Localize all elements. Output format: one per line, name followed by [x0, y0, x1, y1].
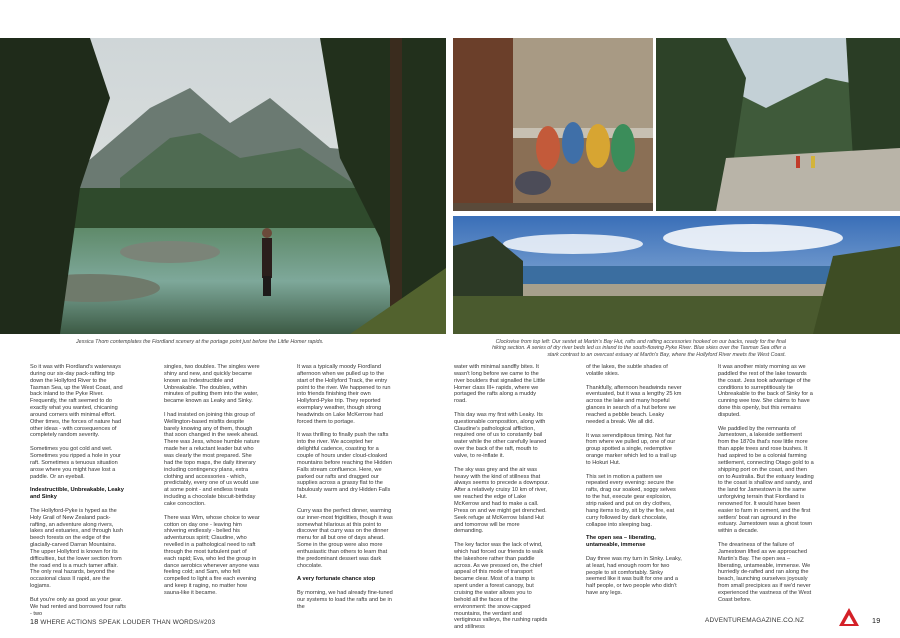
left-column-2 — [164, 364, 260, 604]
paragraph: The key factor was the lack of wind, which had forced our friends to walk the lakeshore rather than paddle across. As we pressed on, the chief appeal of this mode of transport became clear. Most of a tramp is spent under a forest canopy, but cruising the water allows you to behold all the faces of the environment: the snow-capped mountains, the verdant and vertiginous valleys, the rushing rapids and stillness — [454, 542, 548, 631]
photo-group-hut — [453, 38, 653, 211]
right-column-2 — [586, 364, 682, 604]
right-caption: Clockwise from top left: Our sextet at Martin's Bay Hut, rafts and rafting accessories hooked on our backs, ready for the final hiking section. A series of dry river beds led us inland to the south-flowing Pyke River. Blue skies over the Tasman Sea offer a stark contrast to an overcast estuary at Martin's Bay, where the Hollyford River meets the West Coast. — [492, 339, 786, 358]
paragraph: Sometimes you got cold and wet. Sometimes you ripped a hole in your raft. Sometimes a tenuous situation arose where you might have lost a paddle. Or an eyeball. — [30, 446, 121, 480]
paragraph: By morning, we had already fine-tuned our systems to load the rafts and be in the — [297, 590, 393, 610]
paragraph: But you're only as good as your gear. We had rented and borrowed four rafts - two — [30, 596, 126, 617]
section-heading: Indestructible, Unbreakable, Leaky and Sinky — [30, 487, 124, 501]
paragraph: I had insisted on joining this group of Wellington-based misfits despite barely knowing any of them, though that soon changed in the week ahead. There was Jess, whose humble nature made her a reluctant leader but who was clearly the most prepared. She had the topo maps, the daily itinerary including contingency plans, extra clothing and accessories - which, predictably, every one of us would use at some point - and endless treats including a chocolate biscuit-birthday cake concoction. — [164, 411, 260, 507]
paragraph: water with minimal sandfly bites. It wasn't long before we came to the river boulders that signalled the Little Homer class III+ rapids, where we portaged the rafts along a muddy road. — [454, 364, 546, 405]
paragraph: singles, two doubles. The singles were shiny and new, and quickly became known as Indestructible and Unbreakable. The doubles, within minutes of putting them into the water, became known as Leaky and Sinky. — [164, 364, 260, 405]
paragraph: This set in motion a pattern we repeated every evening: secure the rafts, drag our soaked, soggy selves to the hut, execute gear explosion, strip naked and put on dry clothes, hang items to dry, sit by the fire, eat curry followed by dark chocolate, collapse into sleeping bag. — [586, 473, 676, 528]
paragraph: So it was with Fiordland's waterways during our six-day pack-rafting trip down the Hollyford River to the Tasman Sea, up the West Coast, and back inland to the Pyke River. Frequently, the raft seemed to do exactly what you wanted, chicaning around corners with minimal effort. Other times, the forces of nature had other ideas - with consequences of completely random severity. — [30, 364, 123, 439]
left-footer — [30, 617, 215, 626]
photo-fiordland-river — [0, 38, 446, 334]
paragraph: Thankfully, afternoon headwinds never eventuated, but it was a lengthy 25 km across the lake and many hopeful glances in search of a hut before we reached a pebble beach. Leaky needed a break. We all did. — [586, 384, 682, 425]
right-footer — [705, 617, 804, 624]
photo-dry-riverbed — [656, 38, 900, 211]
footer-tagline: WHERE ACTIONS SPEAK LOUDER THAN WORDS/#203 — [40, 619, 216, 626]
section-heading: The open sea – liberating, untameable, immense — [586, 535, 656, 549]
right-column-3 — [718, 364, 814, 611]
paragraph: We paddled by the remnants of Jamestown, a lakeside settlement from the 1870s that's now little more than apple trees and rose bushes. It had aspired to be a colonial farming settlement, connecting Otago gold to a shipping port on the coast, and then on to Australia. But the estuary leading to the coast is shallow and sandy, and the land for Jamestown is the same unforgiving terrain that Fiordland is renowned for. It would have been easier to farm in cement, and the first settlers' boat ran aground in the estuary. Jamestown was a ghost town within a decade. — [718, 425, 814, 535]
paragraph: It was a typically moody Fiordland afternoon when we pulled up to the start of the Hollyford Track, the entry point to the river. We happened to run into friends finishing their own Hollyford-Pyke trip. They reported exemplary weather, though strong headwinds on Lake McKerrow had forced them to portage. — [297, 364, 391, 425]
adventure-logo-icon — [838, 607, 860, 627]
photo-tasman-coast — [453, 216, 900, 334]
left-caption: Jessica Thom contemplates the Fiordland scenery at the portage point just before the Little Homer rapids. — [76, 339, 324, 345]
left-column-1 — [30, 364, 126, 624]
paragraph: This day was my first with Leaky. Its questionable composition, along with Claudine's pathological affliction, required one of us to constantly bail water while the other carefully leaned over the back of the raft, mouth to valve, to re-inflate it. — [454, 411, 547, 460]
paragraph: Day three was my turn in Sinky. Leaky, at least, had enough room for two people to sit comfortably. Sinky seemed like it was built for one and a half people, or two people who didn't have any legs. — [586, 555, 682, 597]
left-column-3 — [297, 364, 393, 617]
paragraph: The sky was grey and the air was heavy with the kind of stillness that always seems to precede a downpour. After a relatively cruisy 10 km of river, we reached the edge of Lake McKerrow and had to make a call. Press on and we might get drenched. Seek refuge at McKerrow Island Hut and tomorrow will be more demanding. — [454, 466, 550, 535]
paragraph: The Hollyford-Pyke is hyped as the Holy Grail of New Zealand pack-rafting, an adventure along rivers, lakes and estuaries, and through lush beech forests on the edge of the glacially-carved Darran Mountains. The upper Hollyford is known for its difficulties, but the lower section from the road end is a much tamer affair. The only real hazards, beyond the occasional class II rapid, are the logjams. — [30, 507, 123, 590]
paragraph: There was Wim, whose choice to wear cotton on day one - leaving him shivering endlessly - belied his adventurous spirit; Claudine, who revelled in a pathological need to raft through the most turbulent part of each rapid; Eva, who led the group in dance aerobics whenever anyone was feeling cold; and Sam, who felt compelled to light a fire each evening and keep it raging, no matter how sauna-like it became. — [164, 514, 260, 596]
paragraph: The dreariness of the failure of Jamestown lifted as we approached Martin's Bay. The open sea – liberating, untameable, immense. We hurriedly de-rafted and ran along the beach, launching ourselves joyously from small precipices as if we'd never experienced the vastness of the West Coast before. — [718, 542, 812, 603]
paragraph: It was thrilling to finally push the rafts into the river. We accepted her delightful cadence, coasting for a couple of hours under cloud-cloaked mountains before reaching the Hidden Falls stream confluence. Here, we parked our rafts and dragged our supplies across a grassy flat to the fabulously warm and dry Hidden Falls Hut. — [297, 432, 392, 501]
footer-website: ADVENTUREMAGAZINE.CO.NZ — [705, 617, 805, 624]
page-number-left: 18 — [30, 617, 39, 626]
right-column-1 — [454, 364, 550, 638]
paragraph: It was serendipitous timing. Not far from where we pulled up, one of our group spotted a single, redemptive orange marker which led to a trail up to Hokuri Hut. — [586, 432, 677, 466]
page-number-right: 19 — [872, 616, 881, 625]
paragraph: It was another misty morning as we paddled the rest of the lake towards the coast. Jess took advantage of the conditions to surreptitiously tie Unbreakable to the back of Sinky for a cunning wee tow. She claims to have done this openly, but this remains disputed. — [718, 364, 813, 418]
paragraph: Curry was the perfect dinner, warming our inner-most frigidities, though it was somewhat hilarious at this point to discover that curry was on the dinner menu for all but one of days ahead. Some in the group were also more enthusiastic than others to learn that the predominant dessert was dark chocolate. — [297, 507, 393, 569]
section-heading: A very fortunate chance stop — [297, 576, 376, 583]
paragraph: of the lakes, the subtle shades of volatile skies. — [586, 364, 668, 377]
